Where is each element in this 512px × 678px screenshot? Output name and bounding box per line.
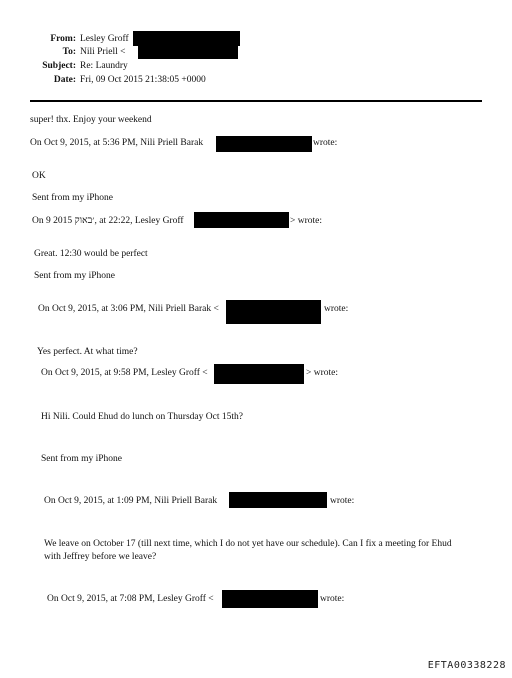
message-text: Hi Nili. Could Ehud do lunch on Thursday Oct 15th? xyxy=(41,412,243,422)
quote-header: On Oct 9, 2015, at 3:06 PM, Nili Priell Barak < xyxy=(38,304,219,314)
quote-header-tail: wrote: xyxy=(324,304,349,314)
redaction-block xyxy=(216,136,312,152)
signature: Sent from my iPhone xyxy=(34,271,116,281)
quote-header-tail: wrote: xyxy=(320,594,345,604)
date-value: Fri, 09 Oct 2015 21:38:05 +0000 xyxy=(80,75,206,85)
quote-header-tail: wrote: xyxy=(330,496,355,506)
subject-value: Re: Laundry xyxy=(80,61,128,71)
quote-header: On Oct 9, 2015, at 9:58 PM, Lesley Groff < xyxy=(41,368,208,378)
signature: Sent from my iPhone xyxy=(41,454,123,464)
quote-header: On Oct 9, 2015, at 1:09 PM, Nili Priell Barak xyxy=(44,496,218,506)
redaction-block xyxy=(133,31,240,46)
message-text: We leave on October 17 (till next time, which I do not yet have our schedule). Can I fix a meeting for Ehud with Jeffrey before we leave? xyxy=(44,539,452,562)
redaction-block xyxy=(222,590,318,608)
to-value: Nili Priell < xyxy=(80,47,126,57)
quote-header-tail: wrote: xyxy=(313,138,338,148)
signature: Sent from my iPhone xyxy=(32,193,114,203)
to-label: To: xyxy=(62,47,76,57)
subject-label: Subject: xyxy=(42,61,76,71)
header-divider xyxy=(30,100,482,102)
quote-header: On 9 2015 ׳באוק, at 22:22, Lesley Groff xyxy=(32,216,184,226)
redaction-block xyxy=(229,492,327,508)
redaction-block xyxy=(194,212,289,228)
quote-header: On Oct 9, 2015, at 7:08 PM, Lesley Groff < xyxy=(47,594,214,604)
redaction-block xyxy=(138,45,238,59)
message-text: Yes perfect. At what time? xyxy=(37,347,138,357)
redaction-block xyxy=(226,300,321,324)
message-text: Great. 12:30 would be perfect xyxy=(34,249,148,259)
redaction-block xyxy=(214,364,304,384)
quote-header: On Oct 9, 2015, at 5:36 PM, Nili Priell Barak xyxy=(30,138,204,148)
quote-header-tail: > wrote: xyxy=(290,216,323,226)
message-text: super! thx. Enjoy your weekend xyxy=(30,115,152,125)
from-value: Lesley Groff xyxy=(80,34,129,44)
message-text: OK xyxy=(32,171,46,181)
date-label: Date: xyxy=(53,75,76,85)
from-label: From: xyxy=(50,34,76,44)
quote-header-tail: > wrote: xyxy=(306,368,339,378)
document-id: EFTA00338228 xyxy=(427,660,506,671)
